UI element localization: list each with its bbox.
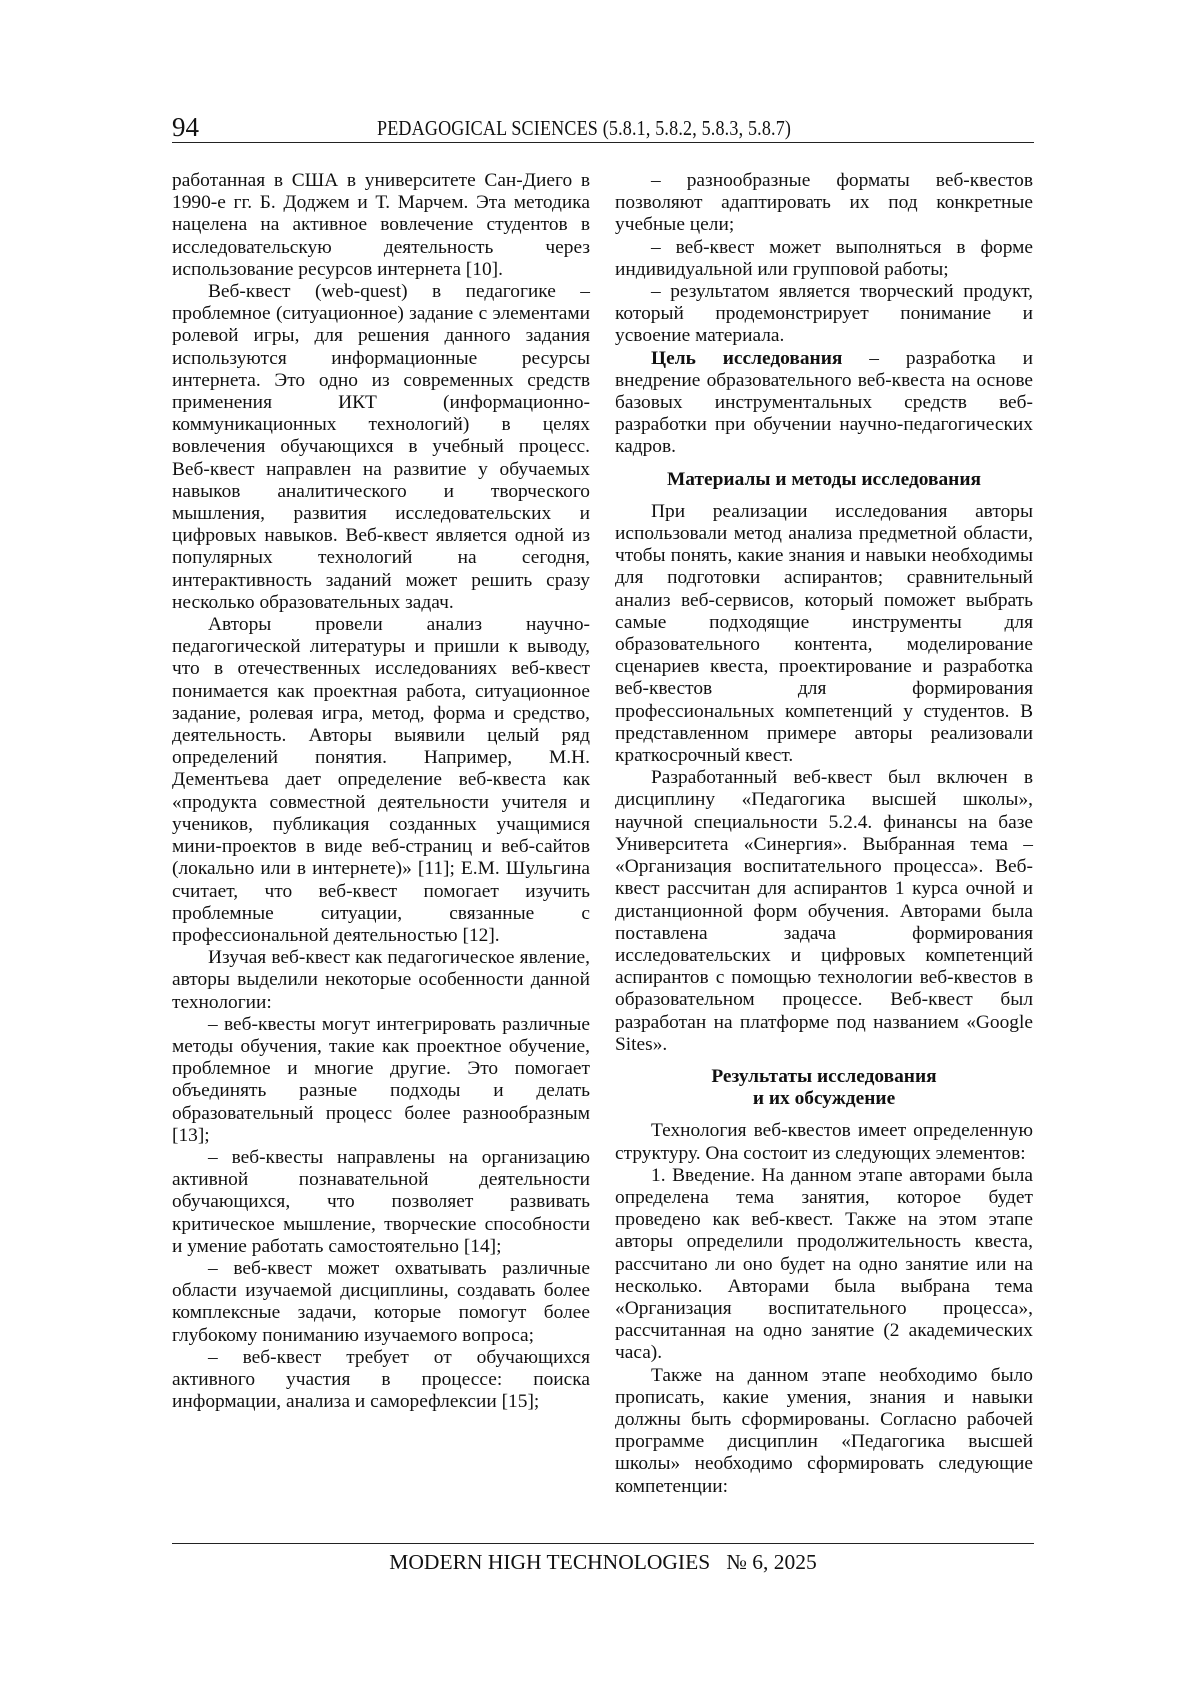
section-heading-results <box>615 1066 1033 1110</box>
left-column <box>172 170 590 1413</box>
list-item: – веб-квест может выполняться в форме индивидуальной или групповой работы; <box>615 236 1033 280</box>
section-heading-results-line1: Результаты исследования <box>711 1065 937 1087</box>
paragraph: При реализации исследования авторы использовали метод анализа предметной области, чтобы понять, какие знания и навыки необходимы для подготовки аспирантов; сравнительный анализ веб-сервисов, который поможет выбрать самые подходящие инструменты для образовательного контента, моделирование сценариев квеста, проектирование и разработка веб-квестов для формирования профессиональных компетенций у студентов. В представленном примере авторы реализовали краткосрочный квест. <box>615 500 1033 767</box>
paragraph: Изучая веб-квест как педагогическое явление, авторы выделили некоторые особенности данной технологии: <box>172 947 590 1013</box>
list-item: – результатом является творческий продукт, который продемонстрирует понимание и усвоение материала. <box>615 281 1033 347</box>
research-goal-label: Цель исследования <box>651 347 843 369</box>
running-head <box>172 112 1034 143</box>
section-heading-results-line2: и их обсуждение <box>752 1088 896 1110</box>
paragraph: Технология веб-квестов имеет определенную структуру. Она состоит из следующих элементов: <box>615 1120 1033 1164</box>
paragraph: работанная в США в университете Сан-Диего в 1990-е гг. Б. Доджем и Т. Марчем. Эта методика нацелена на активное вовлечение студентов в исследовательскую деятельность через использование ресурсов интернета [10]. <box>172 170 590 280</box>
list-item: – разнообразные форматы веб-квестов позволяют адаптировать их под конкретные учебные цели; <box>615 170 1033 236</box>
page-number: 94 <box>172 112 199 142</box>
paragraph: Также на данном этапе необходимо было прописать, какие умения, знания и навыки должны быть сформированы. Согласно рабочей программе дисциплин «Педагогика высшей школы» необходимо сформировать следующие компетенции: <box>615 1364 1033 1497</box>
list-item: – веб-квесты могут интегрировать различные методы обучения, такие как проектное обучение, проблемное и многие другие. Это помогает объединять разные подходы и делать образовательный процесс более разнообразным [13]; <box>172 1013 590 1146</box>
paragraph: 1. Введение. На данном этапе авторами была определена тема занятия, которое будет проведено как веб-квест. Также на этом этапе авторы определили продолжительность квеста, рассчитано ли оно будет на одно занятие или на несколько. Авторами была выбрана тема «Организация воспитательного процесса», рассчитанная на одно занятие (2 академических часа). <box>615 1164 1033 1364</box>
journal-issue: MODERN HIGH TECHNOLOGIES № 6, 2025 <box>389 1550 817 1574</box>
paragraph: Авторы провели анализ научно-педагогической литературы и пришли к выводу, что в отечественных исследованиях веб-квест понимается как проектная работа, ситуационное задание, ролевая игра, метод, форма и средство, деятельность. Авторы выявили целый ряд определений понятия. Например, М.Н. Дементьева дает определение веб-квеста как «продукта совместной деятельности учителя и учеников, публикация созданных учащимися мини-проектов в виде веб-страниц и веб-сайтов (локально или в интернете)» [11]; Е.М. Шульгина считает, что веб-квест помогает изучить проблемные ситуации, связанные с профессиональной деятельностью [12]. <box>172 614 590 946</box>
list-item: – веб-квесты направлены на организацию активной познавательной деятельности обучающихся, что позволяет развивать критическое мышление, творческие способности и умение работать самостоятельно [14]; <box>172 1146 590 1257</box>
journal-section-title: PEDAGOGICAL SCIENCES (5.8.1, 5.8.2, 5.8.3, 5.8.7) <box>377 116 792 140</box>
research-goal-text: – разработка и внедрение образовательного веб-квеста на основе базовых инструментальных средств веб-разработки при обучении научно-педагогических кадров. <box>615 347 1033 458</box>
paragraph: Разработанный веб-квест был включен в дисциплину «Педагогика высшей школы», научной специальности 5.2.4. финансы на базе Университета «Синергия». Выбранная тема – «Организация воспитательного процесса». Веб-квест рассчитан для аспирантов 1 курса очной и дистанционной форм обучения. Авторами была поставлена задача формирования исследовательских и цифровых компетенций аспирантов с помощью технологии веб-квестов в образовательном процессе. Веб-квест был разработан на платформе под названием «Google Sites». <box>615 767 1033 1055</box>
list-item: – веб-квест может охватывать различные области изучаемой дисциплины, создавать более комплексные задачи, которые помогут более глубокому пониманию изучаемого вопроса; <box>172 1257 590 1346</box>
right-column <box>615 170 1033 1498</box>
research-goal-paragraph <box>615 348 1033 459</box>
list-item: – веб-квест требует от обучающихся активного участия в процессе: поиска информации, анализа и саморефлексии [15]; <box>172 1346 590 1413</box>
paragraph: Веб-квест (web-quest) в педагогике – проблемное (ситуационное) задание с элементами ролевой игры, для решения данного задания используются информационные ресурсы интернета. Это одно из современных средств применения ИКТ (информационно-коммуникационных технологий) в целях вовлечения обучающихся в учебный процесс. Веб-квест направлен на развитие у обучаемых навыков аналитического и творческого мышления, развития исследовательских и цифровых навыков. Веб-квест является одной из популярных технологий на сегодня, интерактивность заданий может решить сразу несколько образовательных задач. <box>172 281 590 613</box>
running-footer <box>172 1543 1034 1580</box>
section-heading-methods: Материалы и методы исследования <box>667 468 981 490</box>
